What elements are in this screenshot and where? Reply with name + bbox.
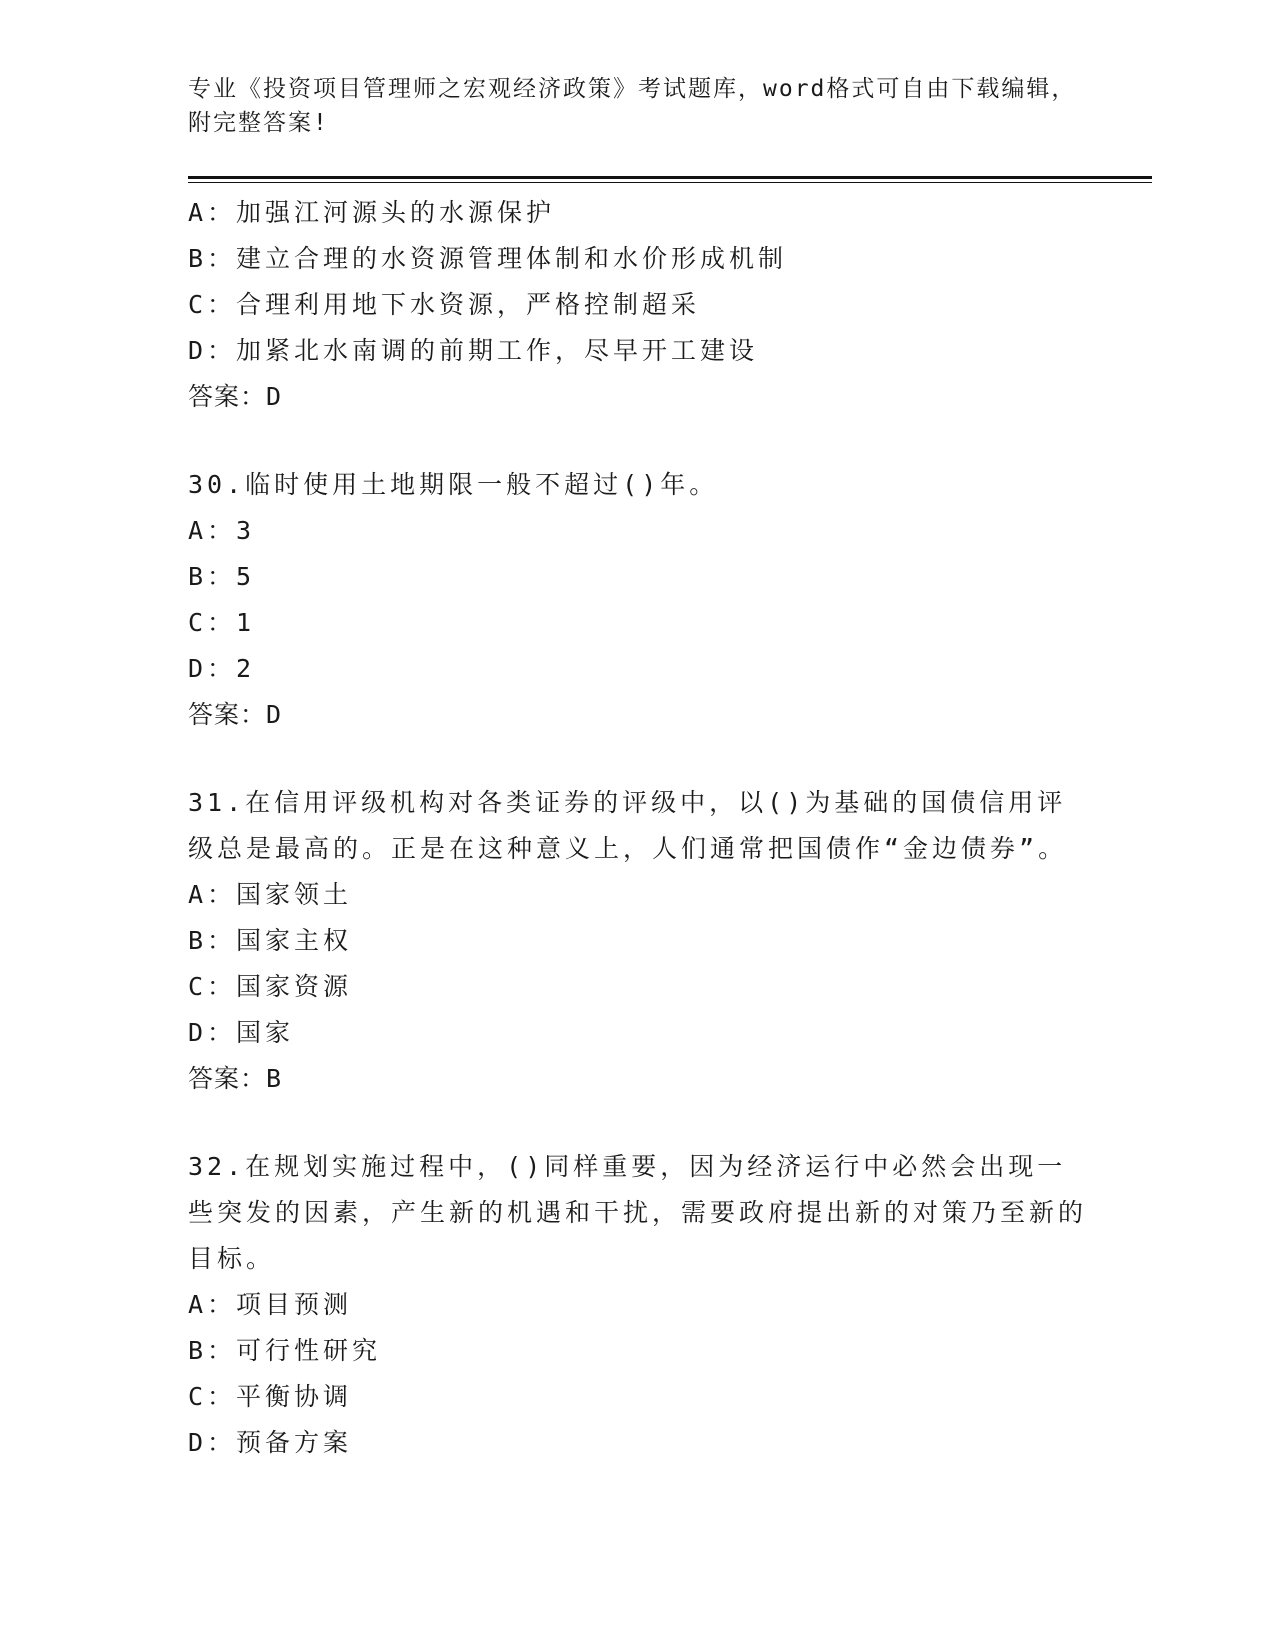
question-text: 31.在信用评级机构对各类证券的评级中，以()为基础的国债信用评级总是最高的。正是在这种意义上，人们通常把国债作“金边债券”。 [188,788,1068,863]
option-d: D：加紧北水南调的前期工作，尽早开工建设 [188,336,759,365]
option-b: B：5 [188,562,256,591]
answer-line: 答案：D [188,382,283,411]
header-divider-thick [188,176,1152,179]
question-list [188,190,1088,1466]
option-a: A：国家领土 [188,880,353,909]
option-a: A：加强江河源头的水源保护 [188,198,556,227]
question-29 [188,190,1088,420]
option-c: C：平衡协调 [188,1382,353,1411]
option-b: B：国家主权 [188,926,353,955]
option-d: D：预备方案 [188,1428,353,1457]
question-text: 30.临时使用土地期限一般不超过()年。 [188,470,719,499]
header-divider-thin [188,182,1152,183]
question-30 [188,462,1088,738]
option-a: A：项目预测 [188,1290,353,1319]
question-text: 32.在规划实施过程中，()同样重要，因为经济运行中必然会出现一些突发的因素，产生新的机遇和干扰，需要政府提出新的对策乃至新的目标。 [188,1152,1088,1273]
option-c: C：国家资源 [188,972,353,1001]
option-b: B：可行性研究 [188,1336,382,1365]
question-31 [188,780,1088,1102]
question-32 [188,1144,1088,1466]
answer-line: 答案：D [188,700,283,729]
option-a: A：3 [188,516,256,545]
document-header: 专业《投资项目管理师之宏观经济政策》考试题库，word格式可自由下载编辑，附完整答案! [188,76,1077,136]
option-c: C：合理利用地下水资源，严格控制超采 [188,290,701,319]
option-c: C：1 [188,608,256,637]
answer-line: 答案：B [188,1064,283,1093]
option-b: B：建立合理的水资源管理体制和水价形成机制 [188,244,788,273]
option-d: D：2 [188,654,256,683]
option-d: D：国家 [188,1018,295,1047]
